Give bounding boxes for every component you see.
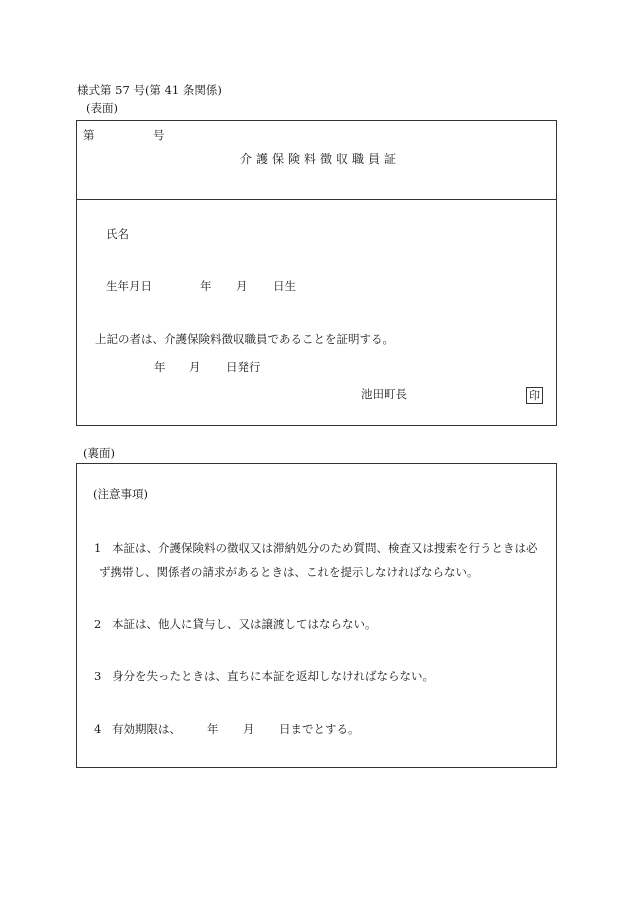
note-number: 3 [94, 669, 102, 683]
note-text: 有効期限は、 [112, 722, 181, 736]
name-label: 氏名 [106, 227, 129, 241]
expiry-year: 年 [207, 722, 219, 736]
front-divider [76, 199, 557, 200]
issue-year: 年 [154, 360, 166, 374]
note-text: 本証は、他人に貸与し、又は譲渡してはならない。 [112, 617, 377, 631]
issue-day: 日発行 [226, 360, 261, 374]
number-suffix: 号 [153, 128, 165, 142]
issue-month: 月 [189, 360, 201, 374]
form-label: 様式第 57 号(第 41 条関係) [77, 83, 222, 97]
note-number: 2 [94, 617, 102, 631]
issuer: 池田町長 [361, 387, 407, 401]
note-number: 4 [94, 722, 102, 736]
birth-label: 生年月日 [106, 279, 152, 293]
front-heading: (表面) [86, 101, 118, 115]
note-text: 身分を失ったときは、直ちに本証を返却しなければならない。 [112, 669, 434, 683]
birth-day: 日生 [273, 279, 296, 293]
notes-title: (注意事項) [93, 487, 148, 501]
number-prefix: 第 [83, 128, 95, 142]
seal-mark: 印 [526, 387, 543, 404]
birth-month: 月 [236, 279, 248, 293]
note-text: 本証は、介護保険料の徴収又は滞納処分のため質問、検査又は捜索を行うときは必 [112, 541, 538, 555]
expiry-day: 日までとする。 [279, 722, 360, 736]
certification-text: 上記の者は、介護保険料徴収職員であることを証明する。 [95, 332, 394, 346]
expiry-month: 月 [243, 722, 255, 736]
note-text-continued: ず携帯し、関係者の請求があるときは、これを提示しなければならない。 [99, 565, 479, 579]
card-title: 介護保険料徴収職員証 [240, 152, 401, 166]
note-number: 1 [94, 541, 102, 555]
birth-year: 年 [200, 279, 212, 293]
back-heading: (裏面) [83, 446, 115, 460]
